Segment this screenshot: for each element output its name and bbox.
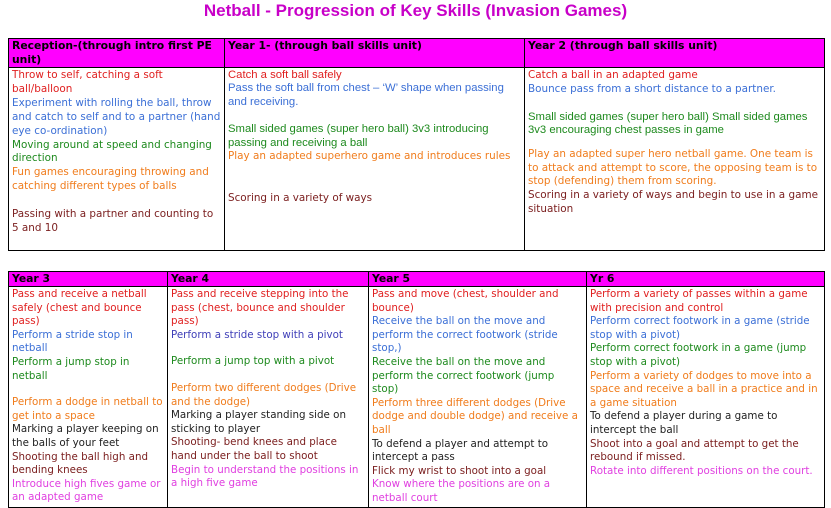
list-item: Introduce high fives game or an adapted game	[12, 477, 161, 504]
list-item: Scoring in a variety of ways and begin to use in a game situation	[528, 189, 818, 216]
reception-skills-cell	[9, 68, 225, 251]
list-item: To defend a player and attempt to intercept a pass	[372, 437, 549, 464]
year-2-skills-cell	[525, 68, 825, 251]
list-item: Scoring in a variety of ways	[228, 191, 373, 204]
header-year-5: Year 5	[369, 272, 587, 287]
header-year-3: Year 3	[9, 272, 168, 287]
table-header-row	[9, 272, 825, 287]
table-header-row	[9, 39, 825, 68]
list-item: Pass and receive stepping into the pass (chest, bounce and shoulder pass)	[171, 288, 349, 328]
list-item: Perform a variety of passes within a game with precision and control	[590, 288, 808, 314]
year-3-skills-cell	[9, 287, 168, 508]
year-6-skills-cell	[587, 287, 825, 508]
table-row	[9, 287, 825, 508]
list-item: Passing with a partner and counting to 5 and 10	[12, 208, 214, 235]
progression-table-early-years	[8, 38, 825, 251]
list-item: Perform two different dodges (Drive and the dodge)	[171, 381, 357, 408]
list-item: Pass and move (chest, shoulder and bounce)	[372, 288, 559, 314]
list-item: Fun games encouraging throwing and catching different types of balls	[12, 166, 209, 193]
list-item: Small sided games (super hero ball) 3v3 introducing passing and receiving a ball	[228, 123, 489, 149]
list-item: Catch a soft ball safely	[228, 69, 342, 81]
header-year-4: Year 4	[168, 272, 369, 287]
list-item: Perform correct footwork in a game (stride stop with a pivot)	[590, 315, 810, 341]
page-title: Netball - Progression of Key Skills (Invasion Games)	[203, 1, 628, 20]
table-row	[9, 68, 825, 251]
list-item: Play an adapted super hero netball game. One team is to attack and attempt to score, the opposing team is to stop (defending) them from scoring.	[528, 147, 818, 188]
list-item: Receive the ball on the move and perform the correct footwork (stride stop,)	[372, 315, 558, 355]
header-year-6: Yr 6	[587, 272, 825, 287]
header-year-1: Year 1- (through ball skills unit)	[225, 39, 525, 68]
progression-table-upper-years	[8, 271, 825, 508]
list-item: Catch a ball in an adapted game	[528, 69, 698, 81]
list-item: Shoot into a goal and attempt to get the rebound if missed.	[590, 437, 799, 464]
list-item: Perform a stride stop in netball	[12, 328, 133, 355]
list-item: Flick my wrist to shoot into a goal	[372, 464, 547, 477]
list-item: Perform a stride stop with a pivot	[171, 328, 343, 341]
list-item: Perform correct footwork in a game (jump stop with a pivot)	[590, 342, 807, 368]
year-4-skills-cell	[168, 287, 369, 508]
list-item: Moving around at speed and changing direction	[12, 138, 212, 165]
list-item: Perform a jump top with a pivot	[171, 355, 335, 368]
header-year-2: Year 2 (through ball skills unit)	[525, 39, 825, 68]
list-item: Perform a jump stop in netball	[12, 355, 130, 382]
list-item: Marking a player keeping on the balls of your feet	[12, 423, 159, 449]
list-item: Small sided games (super hero ball) Small sided games 3v3 encouraging chest passes in game	[528, 110, 808, 137]
list-item: Begin to understand the positions in a high five game	[171, 463, 359, 490]
list-item: Bounce pass from a short distance to a partner.	[528, 82, 776, 95]
list-item: To defend a player during a game to intercept the ball	[590, 410, 778, 436]
year-5-skills-cell	[369, 287, 587, 508]
list-item: Perform three different dodges (Drive dodge and double dodge) and receive a ball	[372, 396, 578, 436]
list-item: Play an adapted superhero game and introduces rules	[228, 150, 511, 163]
list-item: Pass the soft ball from chest – ‘W’ shape when passing and receiving.	[228, 82, 504, 108]
list-item: Know where the positions are on a netball court	[372, 478, 551, 504]
list-item: Perform a variety of dodges to move into a space and receive a ball in a practice and in a game situation	[590, 369, 818, 409]
list-item: Receive the ball on the move and perform the correct footwork (jump stop)	[372, 355, 555, 396]
list-item: Shooting- bend knees and place hand under the ball to shoot	[171, 436, 337, 462]
list-item: Throw to self, catching a soft ball/balloon	[12, 69, 163, 95]
header-reception: Reception-(through intro first PE unit)	[9, 39, 225, 68]
year-1-skills-cell	[225, 68, 525, 251]
list-item: Pass and receive a netball safely (chest and bounce pass)	[12, 288, 147, 328]
list-item: Experiment with rolling the ball, throw and catch to self and to a partner (hand eye co-ordination)	[12, 96, 221, 137]
list-item: Marking a player standing side on sticking to player	[171, 409, 346, 435]
list-item: Shooting the ball high and bending knees	[12, 450, 149, 477]
list-item: Perform a dodge in netball to get into a space	[12, 396, 163, 422]
list-item: Rotate into different positions on the court.	[590, 464, 813, 477]
